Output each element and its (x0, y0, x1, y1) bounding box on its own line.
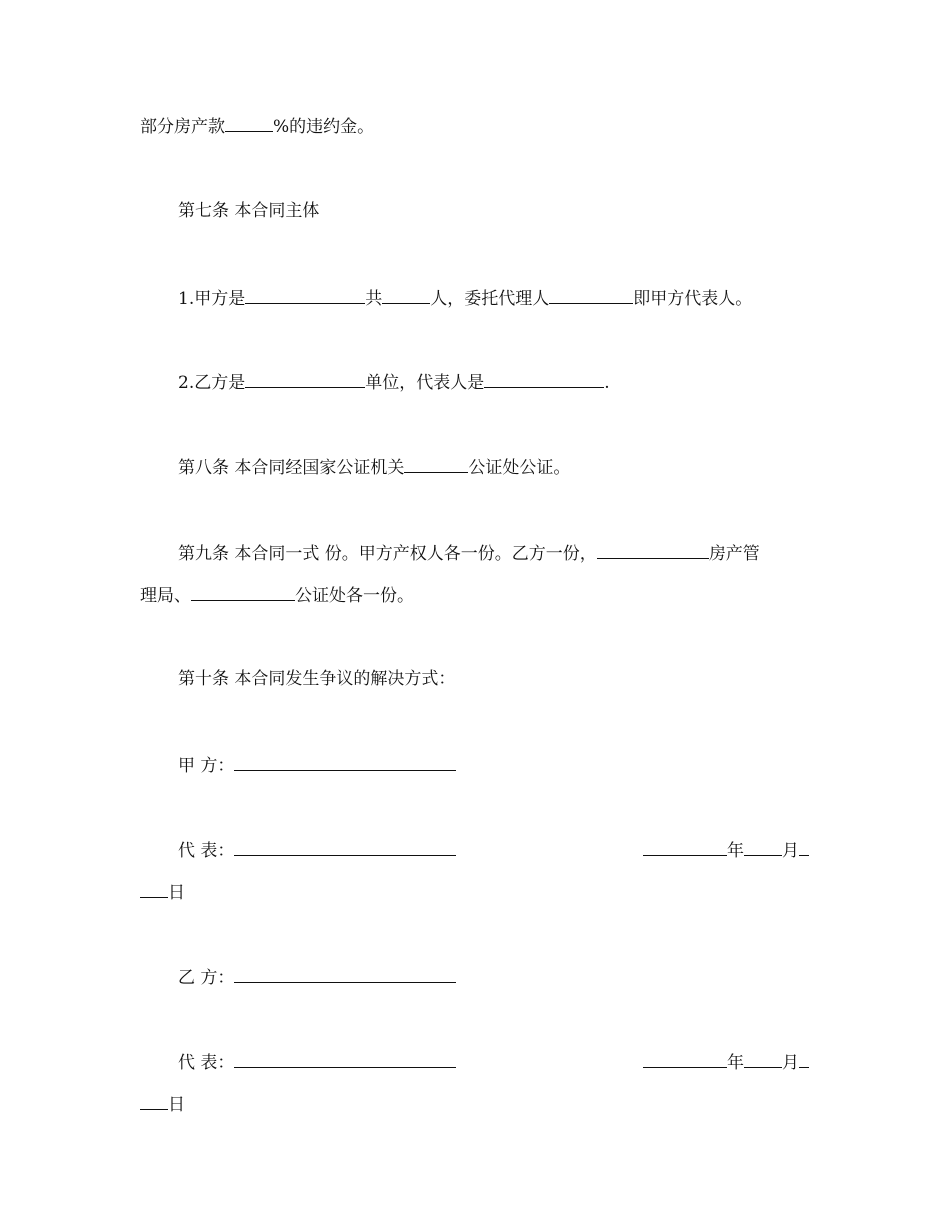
penalty-clause-suffix: %的违约金。 (273, 117, 375, 137)
rep-a-month-label: 月 (782, 841, 799, 861)
article-9-line-2-end: 公证处各一份。 (295, 586, 414, 606)
article-7-title (178, 200, 319, 222)
rep-a-day-label: 日 (168, 883, 185, 903)
article-7-item-1-gong: 共 (365, 289, 383, 309)
rep-a-signature-line (178, 838, 456, 860)
rep-a-signature-blank (234, 838, 456, 856)
notary-office-2-blank (191, 583, 295, 601)
article-8-end: 公证处公证。 (468, 458, 571, 478)
party-b-signature-blank (234, 965, 456, 983)
article-7-item-2 (178, 370, 610, 392)
article-7-item-2-end: . (604, 373, 610, 393)
rep-b-day-blank-start (799, 1050, 809, 1068)
rep-a-date-cont (140, 880, 185, 902)
article-9-line-1-end: 房产管 (708, 544, 760, 564)
party-b-name-blank (245, 370, 365, 388)
rep-a-year-blank (643, 838, 727, 856)
article-8-prefix: 第八条 本合同经国家公证机关 (178, 458, 405, 478)
article-7-item-1-ren: 人，委托代理人 (430, 289, 550, 309)
penalty-clause-line (140, 114, 374, 136)
rep-b-day-label: 日 (168, 1095, 185, 1115)
notary-office-blank (404, 455, 468, 473)
article-7-item-1 (178, 286, 752, 308)
rep-b-signature-blank (234, 1050, 456, 1068)
rep-b-date-cont (140, 1092, 185, 1114)
rep-b-label: 代 表： (178, 1053, 235, 1073)
party-b-label: 乙 方： (178, 968, 235, 988)
penalty-clause-text: 部分房产款 (140, 117, 225, 137)
party-a-signature-line (178, 753, 456, 775)
article-7-item-2-mid: 单位，代表人是 (365, 373, 485, 393)
article-9-line-2-prefix: 理局、 (140, 586, 191, 606)
article-7-title-text: 第七条 本合同主体 (178, 201, 320, 221)
article-7-item-2-prefix: 2.乙方是 (178, 373, 246, 393)
party-a-label: 甲 方： (178, 756, 235, 776)
rep-b-month-label: 月 (782, 1053, 799, 1073)
article-9-line-2 (140, 583, 414, 605)
article-7-item-1-end: 即甲方代表人。 (633, 289, 753, 309)
party-a-signature-blank (234, 753, 456, 771)
rep-a-day-blank (140, 880, 168, 898)
party-a-name-blank (245, 286, 365, 304)
housing-bureau-blank (597, 541, 709, 559)
rep-b-year-label: 年 (727, 1053, 744, 1073)
rep-b-year-blank (643, 1050, 727, 1068)
rep-b-signature-line (178, 1050, 456, 1072)
party-b-rep-blank (484, 370, 604, 388)
rep-a-day-blank-start (799, 838, 809, 856)
rep-a-date (643, 838, 809, 860)
article-9-line-1 (178, 541, 760, 563)
party-a-count-blank (382, 286, 430, 304)
rep-b-month-blank (744, 1050, 782, 1068)
article-7-item-1-prefix: 1.甲方是 (178, 289, 246, 309)
article-8 (178, 455, 570, 477)
agent-name-blank (549, 286, 633, 304)
article-10-title (178, 668, 455, 690)
rep-b-date (643, 1050, 809, 1072)
penalty-percent-blank (225, 114, 273, 132)
rep-b-day-blank (140, 1092, 168, 1110)
rep-a-month-blank (744, 838, 782, 856)
rep-a-label: 代 表： (178, 841, 235, 861)
party-b-signature-line (178, 965, 456, 987)
article-9-prefix: 第九条 本合同一式 份。甲方产权人各一份。乙方一份， (178, 544, 597, 564)
article-10-title-text: 第十条 本合同发生争议的解决方式： (178, 669, 456, 689)
rep-a-year-label: 年 (727, 841, 744, 861)
